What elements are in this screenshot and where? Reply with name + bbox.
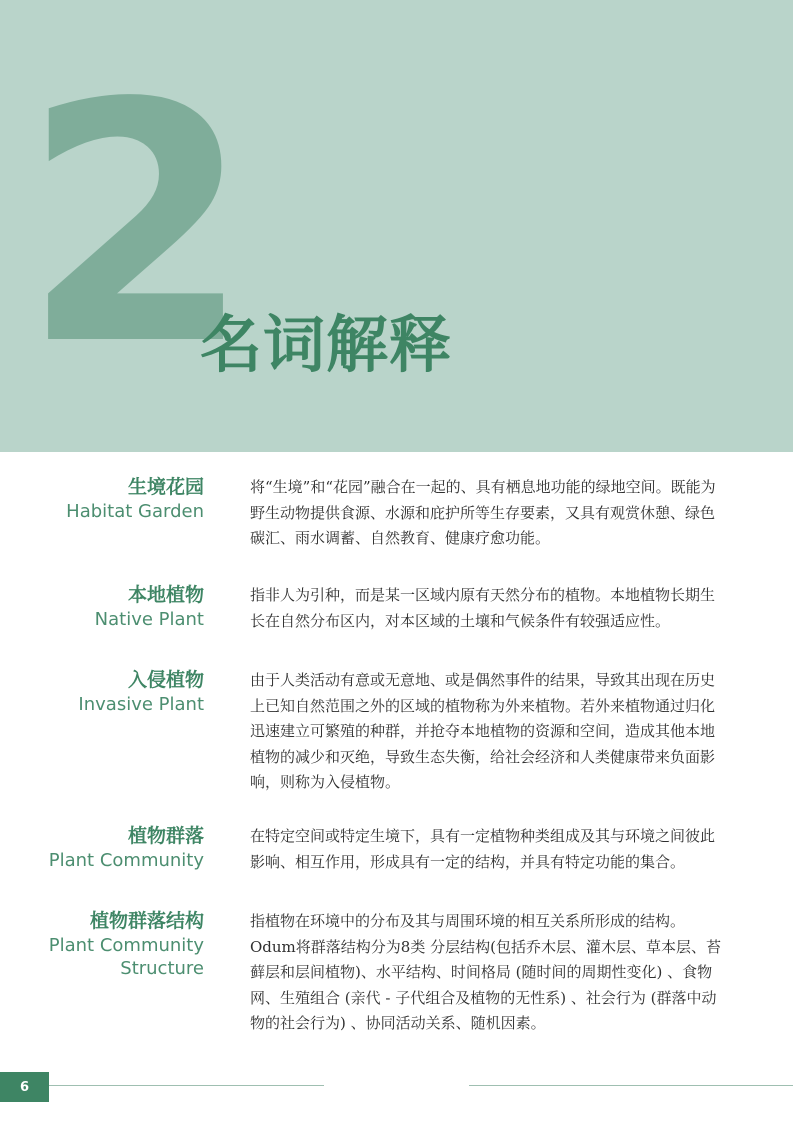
section-title: 名词解释	[200, 308, 453, 381]
entry-term	[49, 909, 204, 980]
term-english: Plant Community	[48, 850, 204, 871]
page-number: 6	[0, 1072, 49, 1102]
term-english: Plant Community	[48, 935, 204, 956]
term-chinese: 生境花园	[127, 476, 204, 498]
term-english: Invasive Plant	[78, 694, 204, 715]
chapter-number: 2	[22, 33, 246, 417]
term-definition: 指植物在环境中的分布及其与周围环境的相互关系所形成的结构。Odum将群落结构分为8类 分层结构(包括乔木层、灌木层、草本层、苔藓层和层间植物)、水平结构、时间格局 (随时间的周期性变化) 、食物网、生殖组合 (亲代 - 子代组合及植物的无性系) 、社会行为 (群落中动物的社会行为) 、协同活动关系、随机因素。	[250, 912, 721, 1032]
footer-divider-left	[49, 1085, 324, 1086]
term-chinese: 植物群落	[127, 825, 204, 847]
term-chinese: 植物群落结构	[89, 910, 204, 932]
term-chinese: 入侵植物	[127, 669, 204, 691]
term-english: Native Plant	[94, 609, 204, 630]
term-definition: 在特定空间或特定生境下，具有一定植物种类组成及其与环境之间彼此影响、相互作用，形成具有一定的结构，并具有特定功能的集合。	[250, 827, 716, 871]
term-english: Habitat Garden	[66, 501, 204, 522]
term-chinese: 本地植物	[127, 584, 204, 606]
entry-term	[66, 475, 204, 523]
header-banner	[0, 0, 793, 452]
entry-term	[95, 583, 204, 631]
entry-term	[78, 668, 204, 716]
footer-divider-right	[469, 1085, 793, 1086]
entry-term	[49, 824, 204, 872]
term-definition: 由于人类活动有意或无意地、或是偶然事件的结果，导致其出现在历史上已知自然范围之外的区域的植物称为外来植物。若外来植物通过归化迅速建立可繁殖的种群，并抢夺本地植物的资源和空间，造成其他本地植物的减少和灭绝，导致生态失衡，给社会经济和人类健康带来负面影响，则称为入侵植物。	[250, 671, 716, 791]
term-definition: 指非人为引种，而是某一区域内原有天然分布的植物。本地植物长期生长在自然分布区内，对本区域的土壤和气候条件有较强适应性。	[250, 586, 716, 630]
term-english: Structure	[120, 958, 204, 979]
term-definition: 将“生境”和“花园”融合在一起的、具有栖息地功能的绿地空间。既能为野生动物提供食源、水源和庇护所等生存要素，又具有观赏休憩、绿色碳汇、雨水调蓄、自然教育、健康疗愈功能。	[250, 478, 716, 547]
